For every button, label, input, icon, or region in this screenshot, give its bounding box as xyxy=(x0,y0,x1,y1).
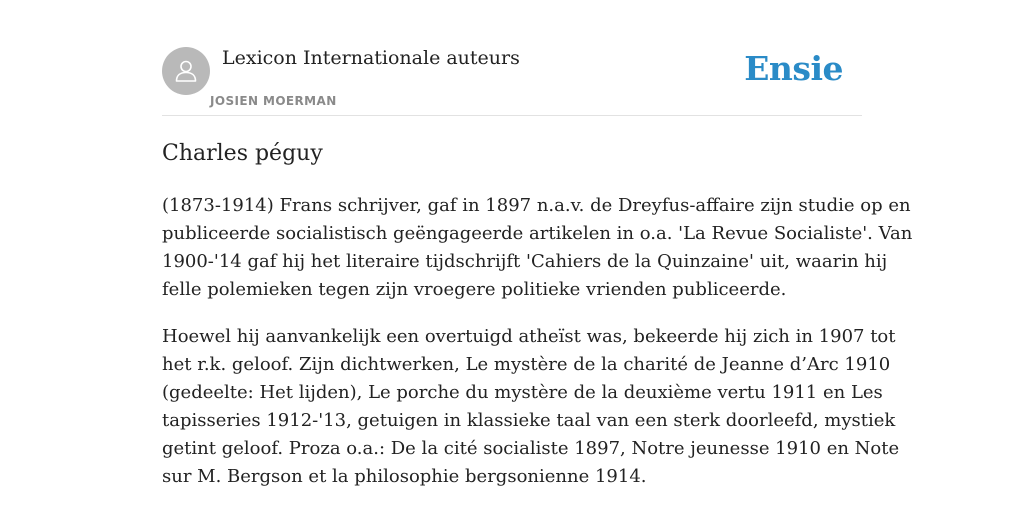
user-avatar-icon[interactable] xyxy=(162,47,210,95)
text-line: (1873-1914) Frans schrijver, gaf in 1897 n.a.v. de Dreyfus-affaire zijn studie op en xyxy=(162,195,911,216)
entry-title: Charles péguy xyxy=(162,141,323,166)
header xyxy=(162,0,862,116)
entry-body xyxy=(162,192,913,510)
brand-logo[interactable]: Ensie xyxy=(744,49,843,88)
text-line: felle polemieken tegen zijn vroegere politieke vrienden publiceerde. xyxy=(162,279,787,300)
paragraph-2 xyxy=(162,323,900,491)
text-line: het r.k. geloof. Zijn dichtwerken, Le mystère de la charité de Jeanne d’Arc 1910 xyxy=(162,354,891,375)
text-line: getint geloof. Proza o.a.: De la cité socialiste 1897, Notre jeunesse 1910 en Note xyxy=(162,438,900,459)
paragraph-1 xyxy=(162,192,913,304)
lexicon-title-link[interactable]: Lexicon Internationale auteurs xyxy=(222,47,520,69)
text-line: publiceerde socialistisch geëngageerde artikelen in o.a. 'La Revue Socialiste'. Van xyxy=(162,223,913,244)
text-line: tapisseries 1912-'13, getuigen in klassieke taal van een sterk doorleefd, mystiek xyxy=(162,410,896,431)
text-line: sur M. Bergson et la philosophie bergsonienne 1914. xyxy=(162,466,647,487)
content-container xyxy=(162,0,913,487)
text-line: (gedeelte: Het lijden), Le porche du mystère de la deuxième vertu 1911 en Les xyxy=(162,382,883,403)
text-line: 1900-'14 gaf hij het literaire tijdschrijft 'Cahiers de la Quinzaine' uit, waarin hij xyxy=(162,251,888,272)
text-line: Hoewel hij aanvankelijk een overtuigd atheïst was, bekeerde hij zich in 1907 tot xyxy=(162,326,896,347)
author-name-link[interactable]: JOSIEN MOERMAN xyxy=(210,94,337,108)
